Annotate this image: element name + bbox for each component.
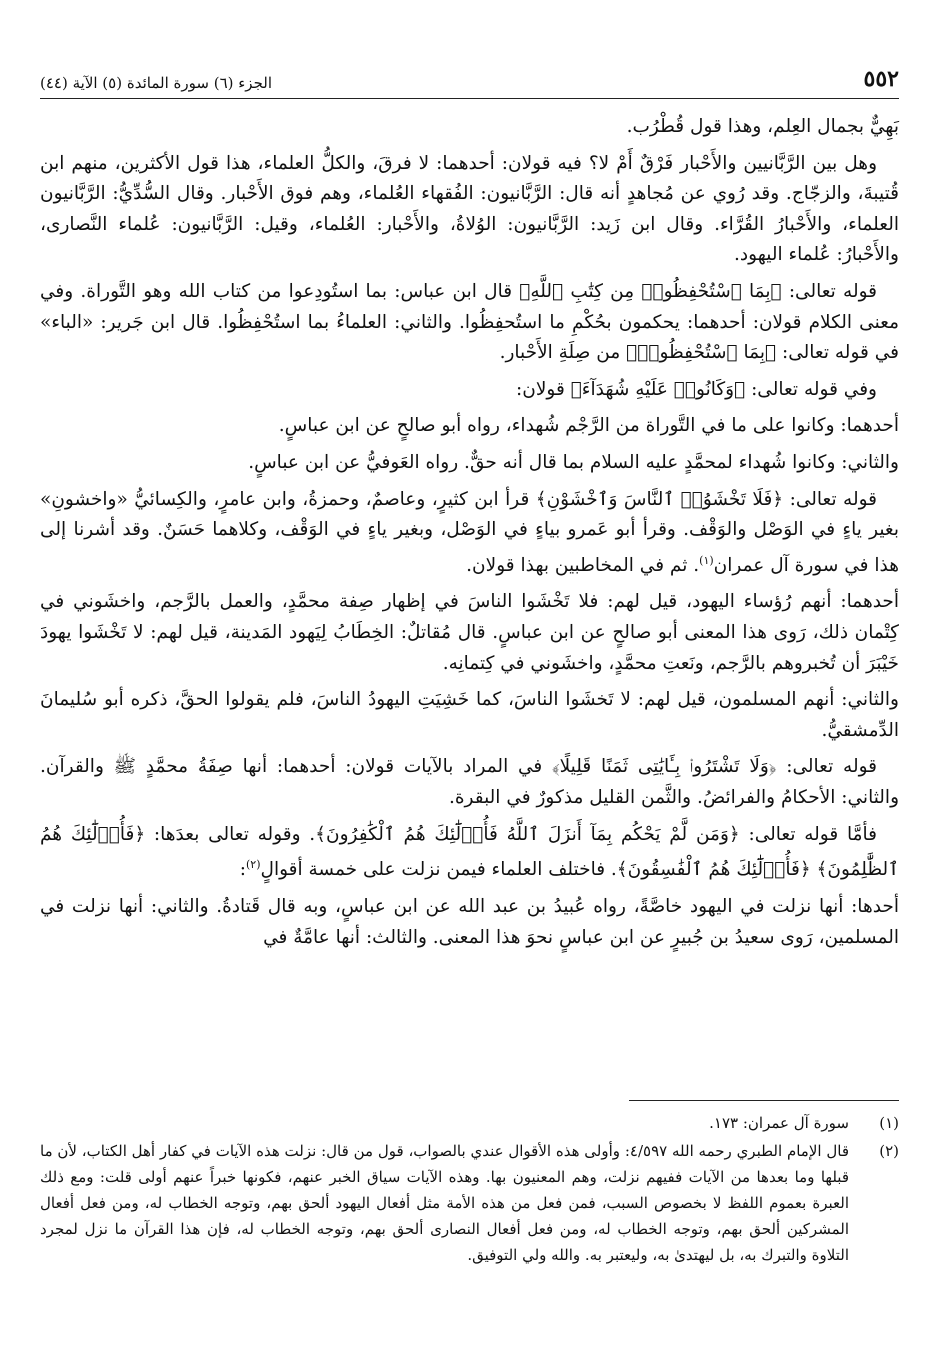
paragraph-text: : [239,859,246,881]
page-header [40,52,899,99]
running-head: الجزء (٦) سورة المائدة (٥) الآية (٤٤) [40,74,272,92]
paragraph: أحدهما: وكانوا على ما في التَّوراة من الرَّجْم شُهداء، رواه أبو صالحٍ عن ابن عباسٍ. [278,415,899,437]
paragraph: والثاني: وكانوا شُهداء لمحمَّدٍ عليه السلام بما قال أنه حقٌّ. رواه العَوفيُّ عن ابن عباسٍ. [248,451,899,473]
paragraph [40,820,899,886]
paragraph: والثاني: أنهم المسلمون، قيل لهم: لا تَخشَوا الناسَ، كما خَشِيَتِ اليهودُ الناسَ، فلم يقولوا الحقَّ، ذكره أبو سُليمانَ الدِّمشقيُّ. [40,689,899,741]
paragraph-text: قوله تعالى: ﴿فَلَا تَخْشَوُا۟ ٱلنَّاسَ وَٱخْشَوْنِ﴾ قرأ ابن كثيرٍ، وعاصمٌ، وحمزةُ، وابن عامرٍ، والكِسائيُّ «واخشونِ» بغير ياءٍ في الوَصْل والوَقْف. وقرأ أبو عَمرو بياءٍ في الوَصْل، وبغير ياءٍ في الوَقْف، وكلاهما حَسَنٌ. وقد أشرنا إلى هذا في سورة آل عمران [40,488,899,576]
footnote-separator [629,1100,899,1101]
paragraph: قوله تعالى: ﴿بِمَا ٱسْتُحْفِظُوا۟ مِن كِتَٰبِ ٱللَّهِ﴾ قال ابن عباس: بما استُودِعوا من كتاب الله وهو التَّوراة. وفي معنى الكلام قولان: أحدهما: يحكمون بحُكْمِ ما استُحفِظُوا. والثاني: العلماءُ بما استُحْفِظُوا. قال ابن جَرير: «الباء» في قوله تعالى: ﴿بِمَا ٱسْتُحْفِظُوا۟﴾ من صِلَةِ الأَحْبار. [40,280,899,364]
paragraph-text: فأمَّا قوله تعالى: ﴿وَمَن لَّمْ يَحْكُم بِمَآ أَنزَلَ ٱللَّهُ فَأُو۟لَٰٓئِكَ هُمُ ٱلْكَٰفِرُونَ﴾. وقوله تعالى بعدَها: ﴿فَأُو۟لَٰٓئِكَ هُمُ ٱلظَّٰلِمُونَ﴾ ﴿فَأُو۟لَٰٓئِكَ هُمُ ٱلْفَٰسِقُونَ﴾. فاختلف العلماء فيمن نزلت على خمسة أقوالٍ [40,823,899,881]
footnote-ref[interactable]: (١) [699,553,714,567]
page-number: ٥٥٢ [863,66,899,92]
paragraph: وفي قوله تعالى: ﴿وَكَانُوا۟ عَلَيْهِ شُهَدَآءَ﴾ قولان: [516,378,877,400]
footnote-number: (٢) [879,1142,899,1160]
footnote-number: (١) [879,1114,899,1132]
footnote-ref[interactable]: (٢) [246,858,261,872]
paragraph-text: . ثم في المخاطبين بهذا قولان. [466,554,700,576]
paragraph: وهل بين الرَّبَّانيين والأَحْبار فَرْقٌ أَمْ لا؟ فيه قولان: أحدهما: لا فرقَ، والكلُّ العلماء، هذا قول الأكثرين، منهم ابن قُتيبةَ، والزجّاج. وقد رُوي عن مُجاهدٍ أنه قال: الرَّبَّانيون: الفُقهاء العُلماء، وهم فوق الأَحْبار. وقال السُّدِّيُّ: الرَّبَّانيون العلماء، والأَحْبارُ القُرَّاء. وقال ابن زَيد: الرَّبَّانيون: الوُلاةُ، والأَحْبار: العُلماء، وقيل: الرَّبَّانيون: عُلماء النَّصارى، والأَحْبارُ: عُلماء اليهود. [40,152,899,266]
main-text [40,112,899,959]
footnote-text: سورة آل عمران: ١٧٣. [709,1114,849,1132]
paragraph [40,485,899,582]
footnotes [40,1110,899,1270]
paragraph: قوله تعالى: ﴿وَلَا تَشْتَرُوا۟ بِـَٔايَٰتِى ثَمَنًا قَلِيلًا﴾ في المراد بالآيات قولان: أحدهما: أنها صِفَةُ محمَّدٍ ﷺ والقرآن. والثاني: الأحكامُ والفرائضُ. والثَّمن القليل مذكورٌ في البقرة. [40,756,899,809]
footnote [40,1138,899,1268]
footnote-text: قال الإمام الطبري رحمه الله ٤/٥٩٧: وأولى هذه الأقوال عندي بالصواب، قول من قال: نزلت هذه الآيات في كفار أهل الكتاب، لأن ما قبلها وما بعدها من الآيات ففيهم نزلت، وهم المعنيون بها. وهذه الآيات سياق الخبر عنهم، فكونها خبراً عنهم أولى قلت: ومع ذلك العبرة بعموم اللفظ لا بخصوص السبب، فمن فعل من هذه الأمة مثل أفعال اليهود ألحق بهم، وتوجه الخطاب له، ومن فعل أفعال المشركين ألحق بهم، وتوجه الخطاب له، ومن فعل أفعال النصارى ألحق بهم، وتوجه الخطاب له، فإن هذا القرآن ما نزل لمجرد التلاوة والتبرك به، بل ليهتدىٰ به، وليعتبر به. والله ولي التوفيق. [40,1142,850,1264]
paragraph: أحدها: أنها نزلت في اليهود خاصَّةً، رواه عُبيدُ بن عبد الله عن ابن عباسٍ، وبه قال قَتادةُ. والثاني: أنها نزلت في المسلمين، رَوى سعيدُ بن جُبيرٍ عن ابن عباسٍ نحوَ هذا المعنى. والثالث: أنها عامَّةٌ في [40,895,899,948]
paragraph: بَهِيٌّ بجمال العِلم، وهذا قول قُطْرُب. [626,116,899,137]
footnote [40,1110,899,1136]
paragraph: أحدهما: أنهم رُؤساء اليهود، قيل لهم: فلا تَخْشَوا الناسَ في إظهار صِفة محمَّدٍ، والعمل بالرَّجم، واخشَوني في كِتْمان ذلك، رَوى هذا المعنى أبو صالحٍ عن ابن عباسٍ. قال مُقاتلٌ: الخِطَابُ لِيَهود المَدينة، قيل لهم: لا تَخْشَوا يهودَ خَيْبَرَ أن تُخبروهم بالرَّجم، ونَعتِ محمَّدٍ، واخشَوني في كِتمانِه. [40,591,899,674]
